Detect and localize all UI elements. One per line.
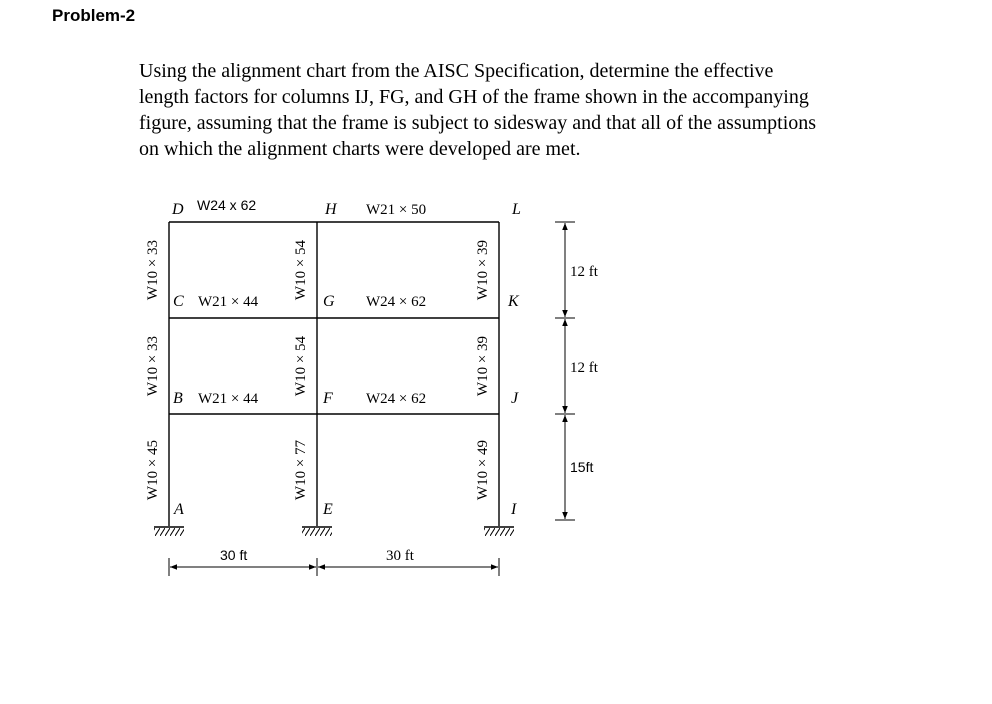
column-label-KL: W10 × 39 bbox=[475, 239, 491, 301]
column-label-CD: W10 × 33 bbox=[145, 239, 161, 301]
column-label-IJ: W10 × 49 bbox=[475, 439, 491, 501]
column-label-FG: W10 × 54 bbox=[293, 335, 309, 397]
problem-heading: Problem-2 bbox=[52, 6, 136, 25]
node-label-E: E bbox=[323, 501, 333, 518]
node-label-C: C bbox=[173, 293, 184, 310]
column-label-BC: W10 × 33 bbox=[145, 335, 161, 397]
dimension-label-h-bot: 15ft bbox=[570, 459, 594, 475]
node-label-H: H bbox=[325, 201, 337, 218]
node-label-L: L bbox=[512, 201, 521, 218]
dimension-label-span2: 30 ft bbox=[386, 548, 414, 564]
column-label-JK: W10 × 39 bbox=[475, 335, 491, 397]
column-label-AB: W10 × 45 bbox=[145, 439, 161, 501]
beam-label-FJ: W24 × 62 bbox=[366, 391, 427, 407]
node-label-K: K bbox=[508, 293, 519, 310]
beam-label-BF: W21 × 44 bbox=[198, 391, 259, 407]
problem-line: length factors for columns IJ, FG, and GH of the frame shown in the accompanying bbox=[139, 86, 809, 108]
node-label-F: F bbox=[323, 390, 333, 407]
dimension-label-h-top: 12 ft bbox=[570, 264, 598, 280]
node-label-B: B bbox=[173, 390, 183, 407]
node-label-G: G bbox=[323, 293, 335, 310]
problem-line: figure, assuming that the frame is subject to sidesway and that all of the assumptions bbox=[139, 112, 817, 134]
fixed-support-I bbox=[484, 527, 514, 536]
beam-label-GK: W24 × 62 bbox=[366, 294, 427, 310]
beam-label-CG: W21 × 44 bbox=[198, 294, 259, 310]
fixed-support-A bbox=[154, 527, 184, 536]
node-label-I: I bbox=[511, 501, 517, 518]
node-label-J: J bbox=[511, 390, 519, 407]
problem-line: Using the alignment chart from the AISC Specification, determine the effective bbox=[139, 60, 774, 82]
dimension-label-h-mid: 12 ft bbox=[570, 360, 598, 376]
beam-label-DH: W24 x 62 bbox=[197, 197, 257, 213]
fixed-support-E bbox=[302, 527, 332, 536]
column-label-GH: W10 × 54 bbox=[293, 239, 309, 301]
node-label-A: A bbox=[174, 501, 184, 518]
beam-label-HL: W21 × 50 bbox=[366, 202, 427, 218]
dimension-label-span1: 30 ft bbox=[220, 547, 248, 563]
node-label-D: D bbox=[172, 201, 184, 218]
column-label-EF: W10 × 77 bbox=[293, 439, 309, 501]
problem-line: on which the alignment charts were developed are met. bbox=[139, 138, 581, 160]
